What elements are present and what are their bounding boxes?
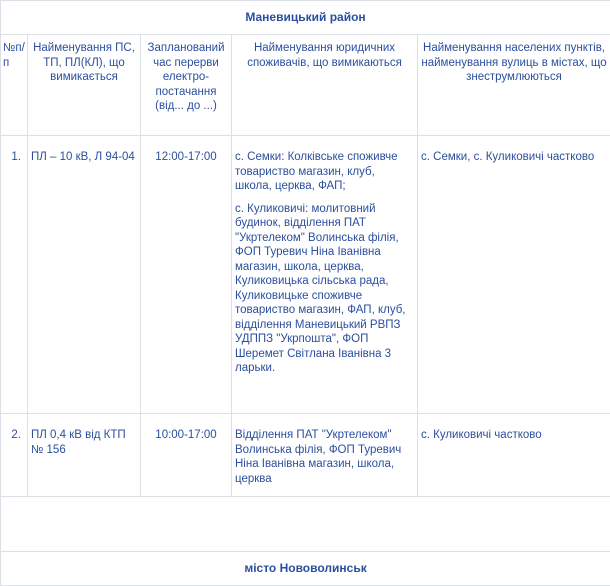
header-time: Запланований час перерви електро-постачання (від... до ...) — [141, 35, 232, 136]
consumers-paragraph: Відділення ПАТ "Укртелеком" Волинська філія, ФОП Туревич Ніна Іванівна магазин, школа, церква — [235, 428, 414, 486]
table-row — [1, 414, 610, 497]
column-header-row — [1, 35, 610, 136]
header-number: №п/п — [1, 35, 28, 136]
row-settlements: с. Куликовичі частково — [418, 414, 610, 497]
consumers-paragraph: с. Куликовичі: молитовний будинок, відділення ПАТ "Укртелеком" Волинська філія, ФОП Туревич Ніна Іванівна магазин, школа, церква, Куликовицька сільська рада, Куликовицьке споживче товариство магазин, ФАП, клуб, відділення Маневицький РВПЗ УДППЗ "Укрпошта", ФОП Шеремет Світлана Іванівна 3 ларьки. — [235, 202, 414, 376]
district-title: Маневицький район — [1, 1, 610, 35]
header-consumers: Найменування юридичних споживачів, що вимикаються — [232, 35, 418, 136]
next-district-row — [1, 552, 610, 586]
row-time: 12:00-17:00 — [141, 136, 232, 414]
next-district-title: місто Нововолинськ — [1, 552, 610, 586]
row-line: ПЛ 0,4 кВ від КТП № 156 — [28, 414, 141, 497]
header-line: Найменування ПС, ТП, ПЛ(КЛ), що вимикається — [28, 35, 141, 136]
row-number: 1. — [1, 136, 28, 414]
spacer-row — [1, 497, 610, 552]
row-settlements: с. Семки, с. Куликовичі частково — [418, 136, 610, 414]
row-consumers — [232, 136, 418, 414]
row-number: 2. — [1, 414, 28, 497]
consumers-paragraph: с. Семки: Колківське споживче товариство магазин, клуб, школа, церква, ФАП; — [235, 150, 414, 194]
table-row — [1, 136, 610, 414]
row-consumers — [232, 414, 418, 497]
row-line: ПЛ – 10 кВ, Л 94-04 — [28, 136, 141, 414]
row-time: 10:00-17:00 — [141, 414, 232, 497]
district-header-row — [1, 1, 610, 35]
header-settlements: Найменування населених пунктів, найменування вулиць в містах, що знеструмлюються — [418, 35, 610, 136]
